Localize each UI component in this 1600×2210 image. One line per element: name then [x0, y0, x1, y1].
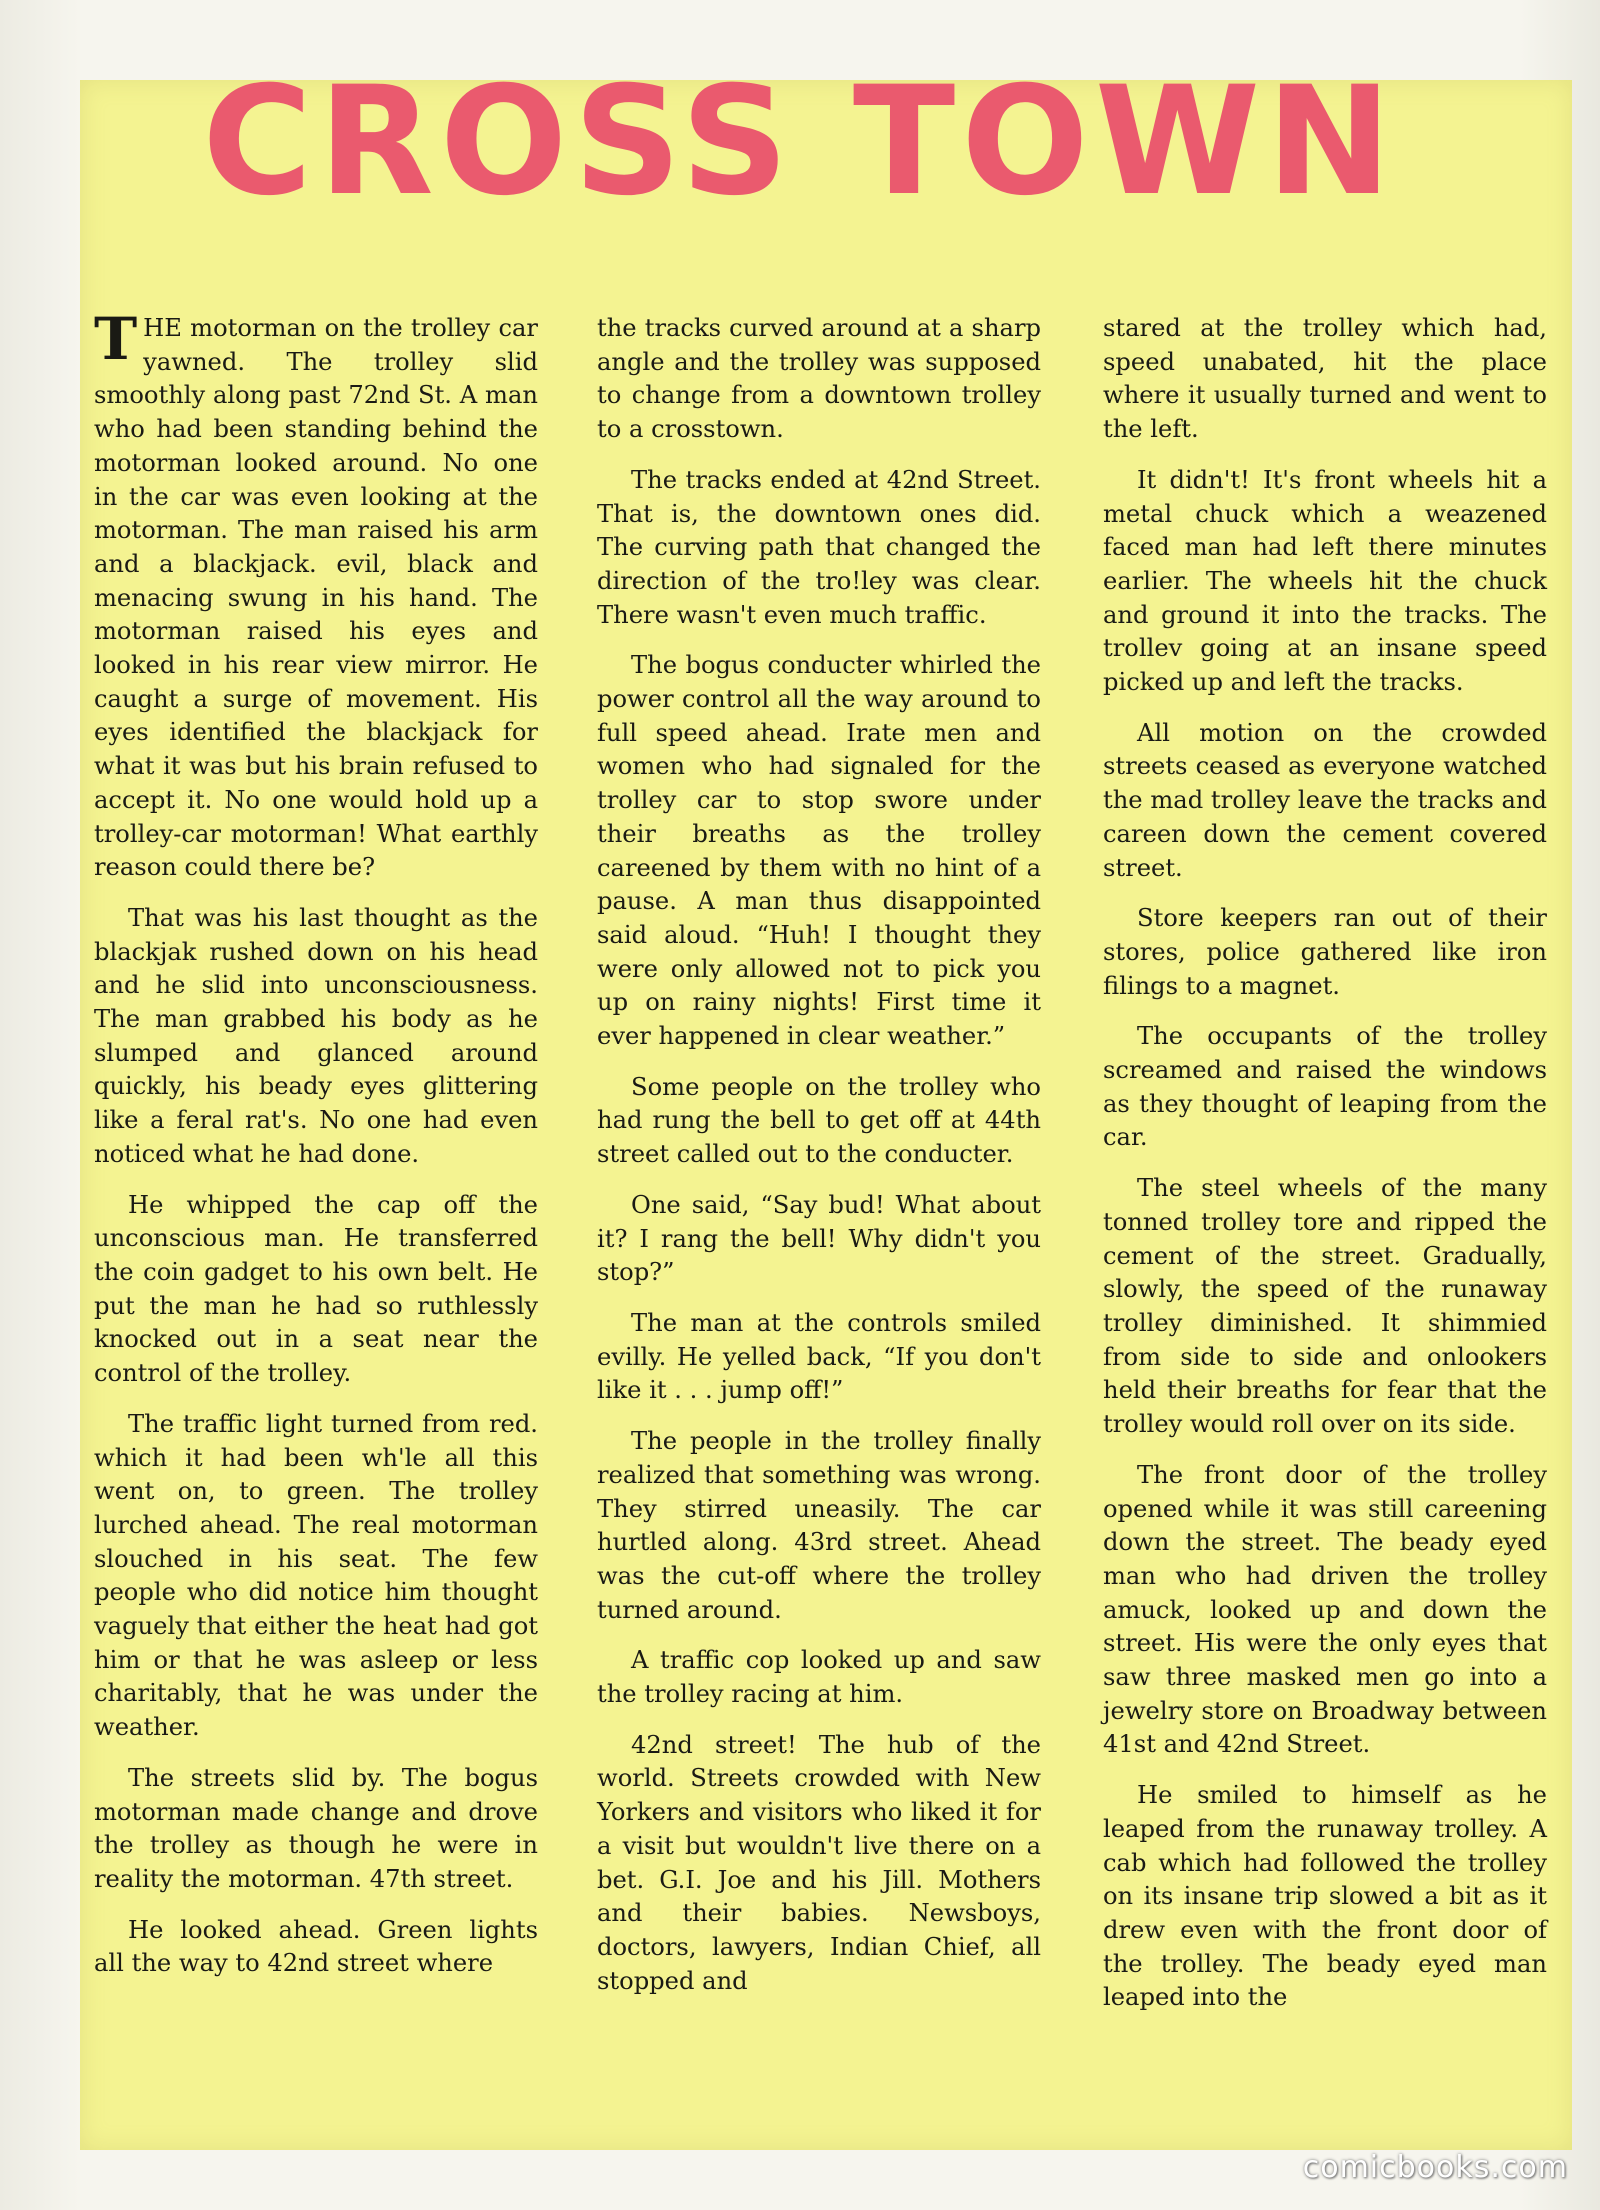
- paragraph-text: HE motorman on the trolley car yawned. The trolley slid smoothly along past 72nd St. A man who had been standing behind the motorman looked around. No one in the car was even looking at the motorman. The man raised his arm and a blackjack. evil, black and menacing swung in his hand. The motorman raised his eyes and looked in his rear view mirror. He caught a surge of movement. His eyes identified the blackjack for what it was but his brain refused to accept it. No one would hold up a trolley-car motorman! What earthly reason could there be?: [94, 314, 538, 882]
- paragraph-text: The steel wheels of the many tonned trolley tore and ripped the cement of the street. Gradually, slowly, the speed of the runaway trolley diminished. It shimmied from side to side and onlookers held their breaths for fear that the trolley would roll over on its side.: [1103, 1174, 1547, 1439]
- paragraph-text: It didn't! It's front wheels hit a metal chuck which a weazened faced man had left there minutes earlier. The wheels hit the chuck and ground it into the tracks. The trollev going at an insane speed picked up and left the tracks.: [1103, 465, 1547, 697]
- drop-cap: T: [94, 305, 138, 373]
- paragraph-text: the tracks curved around at a sharp angle and the trolley was supposed to change from a downtown trolley to a crosstown.: [597, 314, 1041, 444]
- paragraph: [1103, 1020, 1547, 1155]
- paragraph: [1103, 717, 1547, 886]
- paragraph: [597, 1729, 1041, 1999]
- paragraph-text: A traffic cop looked up and saw the trolley racing at him.: [597, 1646, 1041, 1709]
- paragraph-text: The people in the trolley finally realized that something was wrong. They stirred uneasily. The car hurtled along. 43rd street. Ahead was the cut-off where the trolley turned around.: [597, 1427, 1041, 1624]
- paragraph: [1103, 1779, 1547, 2015]
- paragraph-text: All motion on the crowded streets ceased as everyone watched the mad trolley leave the tracks and careen down the cement covered street.: [1103, 718, 1547, 882]
- paragraph-text: The tracks ended at 42nd Street. That is, the downtown ones did. The curving path that changed the direction of the tro!ley was clear. There wasn't even much traffic.: [597, 465, 1041, 629]
- paragraph-text: Store keepers ran out of their stores, police gathered like iron filings to a magnet.: [1103, 904, 1547, 1000]
- paragraph: [597, 1307, 1041, 1408]
- paragraph: [597, 1189, 1041, 1290]
- paragraph-text: Some people on the trolley who had rung the bell to get off at 44th street called out to the conducter.: [597, 1072, 1041, 1169]
- paragraph-text: The man at the controls smiled evilly. He yelled back, “If you don't like it . . . jump off!”: [597, 1308, 1041, 1405]
- paragraph-text: The streets slid by. The bogus motorman made change and drove the trolley as though he were in reality the motorman. 47th street.: [94, 1763, 538, 1893]
- paragraph: [597, 649, 1041, 1053]
- paragraph: [94, 1189, 538, 1391]
- paragraph: [94, 305, 538, 885]
- paragraph: [94, 902, 538, 1172]
- paragraph: [597, 312, 1041, 447]
- story-title: CROSS TOWN: [202, 55, 1398, 229]
- text-column-2: [597, 312, 1041, 2015]
- paragraph-text: He whipped the cap off the unconscious man. He transferred the coin gadget to his own belt. He put the man he had so ruthlessly knocked out in a seat near the control of the trolley.: [94, 1190, 538, 1388]
- paragraph-text: That was his last thought as the blackjak rushed down on his head and he slid into unconsciousness. The man grabbed his body as he slumped and glanced around quickly, his beady eyes glittering like a feral rat's. No one had even noticed what he had done.: [94, 903, 538, 1168]
- paragraph: [1103, 1172, 1547, 1442]
- paragraph: [1103, 312, 1547, 447]
- paragraph: [597, 1644, 1041, 1711]
- paragraph-text: stared at the trolley which had, speed unabated, hit the place where it usually turned and went to the left.: [1103, 314, 1547, 444]
- paragraph-text: The bogus conducter whirled the power control all the way around to full speed ahead. Irate men and women who had signaled for the trolley car to stop swore under their breaths as the trolley careened by them with no hint of a pause. A man thus disappointed said aloud. “Huh! I thought they were only allowed not to pick you up on rainy nights! First time it ever happened in clear weather.”: [597, 651, 1041, 1051]
- paragraph-text: The traffic light turned from red. which it had been wh'le all this went on, to green. The trolley lurched ahead. The real motorman slouched in his seat. The few people who did notice him thought vaguely that either the heat had got him or that he was asleep or less charitably, that he was under the weather.: [94, 1409, 538, 1742]
- paragraph-text: He smiled to himself as he leaped from the runaway trolley. A cab which had followed the trolley on its insane trip slowed a bit as it drew even with the front door of the trolley. The beady eyed man leaped into the: [1103, 1781, 1547, 2012]
- paragraph: [597, 1425, 1041, 1627]
- text-column-1: [94, 305, 538, 1998]
- paragraph: [1103, 1459, 1547, 1762]
- paragraph-text: He looked ahead. Green lights all the way to 42nd street where: [94, 1915, 538, 1978]
- paragraph: [597, 464, 1041, 633]
- paragraph: [1103, 902, 1547, 1003]
- paragraph: [94, 1914, 538, 1981]
- paragraph: [1103, 464, 1547, 700]
- text-column-3: [1103, 312, 1547, 2032]
- watermark: comicbooks.com: [1302, 2150, 1568, 2185]
- paragraph-text: The occupants of the trolley screamed and raised the windows as they thought of leaping from the car.: [1103, 1022, 1547, 1152]
- paragraph-text: 42nd street! The hub of the world. Streets crowded with New Yorkers and visitors who liked it for a visit but wouldn't live there on a bet. G.I. Joe and his Jill. Mothers and their babies. Newsboys, doctors, lawyers, Indian Chief, all stopped and: [597, 1730, 1041, 1995]
- paragraph-text: The front door of the trolley opened while it was still careening down the street. The beady eyed man who had driven the trolley amuck, looked up and down the street. His were the only eyes that saw three masked men go into a jewelry store on Broadway between 41st and 42nd Street.: [1103, 1460, 1547, 1759]
- paragraph: [94, 1408, 538, 1745]
- paragraph: [94, 1762, 538, 1897]
- paragraph-text: One said, “Say bud! What about it? I rang the bell! Why didn't you stop?”: [597, 1190, 1041, 1287]
- paragraph: [597, 1071, 1041, 1172]
